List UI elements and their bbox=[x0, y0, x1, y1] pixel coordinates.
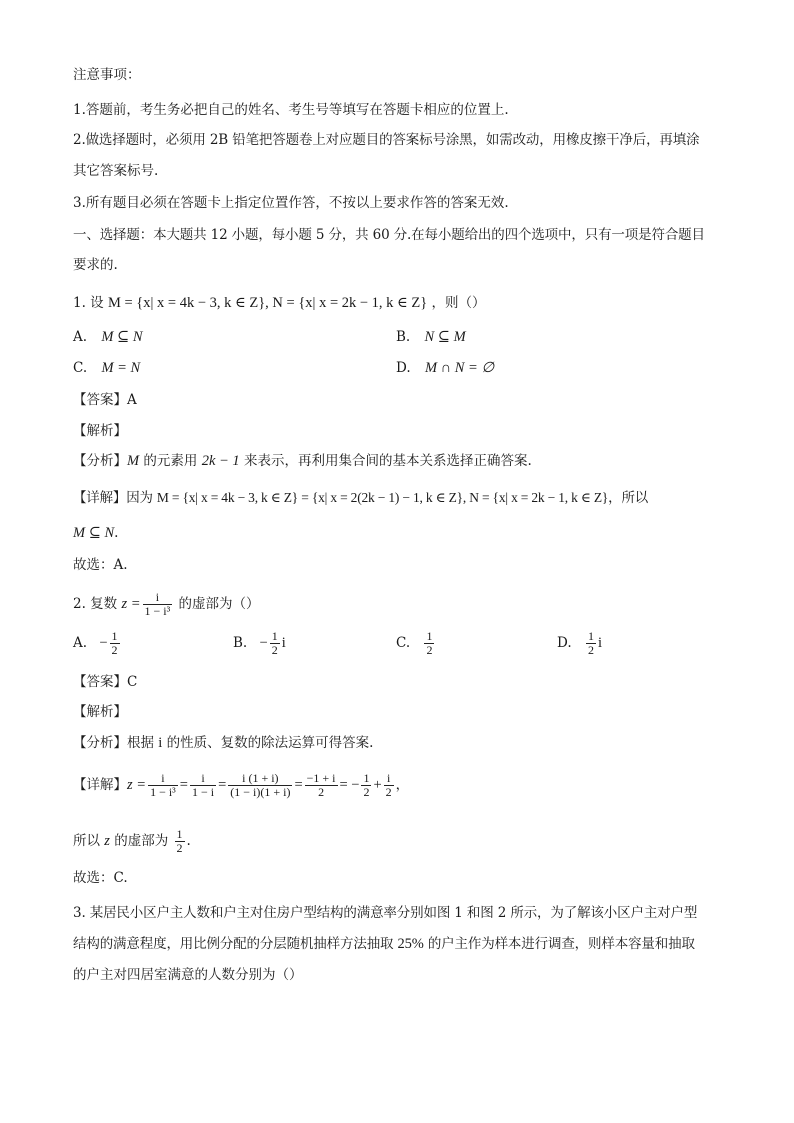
option-fraction bbox=[586, 630, 596, 657]
notice-item-2-cont: 其它答案标号. bbox=[73, 163, 159, 179]
fraction-denominator: 1 − i³ bbox=[144, 604, 171, 618]
equals-minus: = − bbox=[339, 777, 360, 793]
q2-z: z = bbox=[121, 596, 141, 612]
fraction-denominator: 2 bbox=[363, 785, 370, 799]
fraction-numerator: i bbox=[143, 591, 173, 605]
fraction-numerator: i bbox=[148, 772, 178, 786]
option-text: N ⊆ M bbox=[424, 329, 466, 345]
option-sign: − bbox=[259, 635, 268, 651]
option-label: B. bbox=[396, 329, 411, 345]
fraction-numerator: i bbox=[384, 772, 394, 786]
option-label: D. bbox=[396, 360, 411, 376]
fraction-numerator: 1 bbox=[363, 771, 370, 785]
fenxi-label: 【分析】根据 bbox=[73, 735, 159, 751]
fraction-denominator: (1 − i)(1 + i) bbox=[230, 785, 291, 799]
q2-suffix: 的虚部为（） bbox=[174, 596, 260, 612]
notice-item-1: 1.答题前，考生务必把自己的姓名、考生号等填写在答题卡相应的位置上. bbox=[73, 102, 509, 118]
detail-fraction-4 bbox=[305, 772, 338, 799]
fenxi-text: 的元素用 bbox=[139, 453, 202, 469]
option-label: A. bbox=[73, 329, 88, 345]
option-label: A. bbox=[73, 635, 88, 651]
q3-percentage: 25% bbox=[397, 936, 424, 952]
q1-option-b bbox=[396, 328, 466, 346]
q1-analysis-heading: 【解析】 bbox=[73, 423, 127, 439]
detail-conclusion: M ⊆ N bbox=[73, 525, 115, 541]
detail-fraction-5 bbox=[361, 772, 371, 799]
equals-sign: = bbox=[218, 777, 227, 793]
fraction-numerator: 1 bbox=[111, 629, 118, 643]
detail-fraction-2 bbox=[190, 772, 216, 799]
q2-fenxi bbox=[73, 734, 373, 752]
plus-sign: + bbox=[373, 777, 382, 793]
detail-label: 【详解】 bbox=[73, 777, 127, 793]
fraction-denominator: 2 bbox=[426, 643, 433, 657]
q1-option-d bbox=[396, 359, 494, 377]
fenxi-symbol: i bbox=[158, 735, 163, 751]
conclusion-mid: 的虚部为 bbox=[109, 833, 173, 849]
option-label: D. bbox=[557, 635, 572, 651]
q2-choose: 故选：C. bbox=[73, 870, 128, 886]
q1-fenxi bbox=[73, 452, 532, 470]
fraction-numerator: i bbox=[190, 772, 216, 786]
q3-stem-line-2 bbox=[73, 935, 695, 953]
fraction-denominator: 2 bbox=[385, 785, 392, 799]
fraction-numerator: 1 bbox=[587, 629, 594, 643]
option-fraction bbox=[110, 630, 120, 657]
q1-choose: 故选：A. bbox=[73, 557, 128, 573]
detail-label: 【详解】因为 bbox=[73, 490, 157, 506]
detail-fraction-3 bbox=[228, 772, 292, 799]
fraction-denominator: 1 − i³ bbox=[150, 785, 176, 799]
option-text: M ⊆ N bbox=[101, 329, 143, 345]
q3-text: 结构的满意程度，用比例分配的分层随机抽样方法抽取 bbox=[73, 936, 398, 952]
detail-fraction-1 bbox=[148, 772, 178, 799]
equals-sign: = bbox=[294, 777, 303, 793]
q1-detail-cont bbox=[73, 524, 118, 542]
q3-text-rest: 的户主作为样本进行调查，则样本容量和抽取 bbox=[423, 936, 695, 952]
q1-detail bbox=[73, 489, 648, 507]
q2-conclusion bbox=[73, 826, 191, 856]
section-heading-cont: 要求的. bbox=[73, 257, 118, 273]
option-fraction bbox=[270, 630, 280, 657]
fraction-denominator: 2 bbox=[587, 643, 594, 657]
section-heading: 一、选择题：本大题共 12 小题，每小题 5 分，共 60 分.在每小题给出的四个选项中，只有一项是符合题目 bbox=[73, 227, 705, 243]
option-text: M = N bbox=[101, 360, 141, 376]
q1-set-expression: M = {x| x = 4k − 3, k ∈ Z}, N = {x| x = 2k − 1, k ∈ Z} bbox=[107, 295, 428, 311]
fraction-numerator: 1 bbox=[426, 629, 433, 643]
q1-answer: 【答案】A bbox=[73, 392, 137, 408]
fraction-denominator: 2 bbox=[318, 785, 325, 799]
fraction-denominator: 2 bbox=[271, 643, 278, 657]
q2-detail bbox=[73, 770, 409, 800]
option-label: C. bbox=[73, 360, 88, 376]
fraction-numerator: −1 + i bbox=[306, 771, 336, 785]
q2-answer: 【答案】C bbox=[73, 674, 138, 690]
fraction-denominator: 1 − i bbox=[191, 785, 215, 799]
q1-option-c bbox=[73, 359, 140, 377]
q2-analysis-heading: 【解析】 bbox=[73, 704, 127, 720]
option-imaginary: i bbox=[281, 635, 286, 651]
fraction-denominator: 2 bbox=[176, 841, 183, 855]
q2-fraction bbox=[143, 591, 173, 618]
fenxi-label: 【分析】 bbox=[73, 453, 127, 469]
fraction-denominator: 2 bbox=[111, 643, 118, 657]
option-imaginary: i bbox=[597, 635, 602, 651]
q1-option-a bbox=[73, 328, 143, 346]
equals-sign: = bbox=[179, 777, 188, 793]
detail-fraction-6 bbox=[384, 772, 394, 799]
q1-suffix: ，则（） bbox=[431, 295, 486, 311]
q2-stem bbox=[73, 590, 260, 618]
fraction-numerator: 1 bbox=[271, 629, 278, 643]
q1-stem bbox=[73, 294, 486, 312]
fenxi-text-rest: 来表示，再利用集合间的基本关系选择正确答案. bbox=[239, 453, 532, 469]
detail-period: . bbox=[114, 525, 119, 541]
q2-prefix: 2. 复数 bbox=[73, 596, 122, 612]
option-label: B. bbox=[233, 635, 248, 651]
detail-comma: ， bbox=[395, 777, 410, 793]
detail-z: z = bbox=[127, 777, 147, 793]
q1-prefix: 1. 设 bbox=[73, 295, 104, 311]
conclusion-period: . bbox=[186, 833, 191, 849]
conclusion-fraction bbox=[175, 828, 185, 855]
option-label: C. bbox=[396, 635, 411, 651]
fenxi-symbol: M bbox=[127, 453, 140, 469]
q3-stem-line-1: 3. 某居民小区户主人数和户主对住房户型结构的满意率分别如图 1 和图 2 所示，为了解该小区户主对户型 bbox=[73, 905, 698, 921]
q2-option-d bbox=[557, 629, 602, 657]
fenxi-text-rest: 的性质、复数的除法运算可得答案. bbox=[162, 735, 374, 751]
notice-item-2: 2.做选择题时，必须用 2B 铅笔把答题卷上对应题目的答案标号涂黑，如需改动，用橡皮擦干净后，再填涂 bbox=[73, 132, 700, 148]
conclusion-text: 所以 bbox=[73, 833, 105, 849]
q2-option-a bbox=[73, 629, 122, 657]
detail-expression: M = {x| x = 4k − 3, k ∈ Z} = {x| x = 2(2k − 1) − 1, k ∈ Z}, N = {x| x = 2k − 1, k ∈ Z} bbox=[156, 490, 609, 505]
detail-suffix: ，所以 bbox=[608, 490, 649, 506]
q3-stem-line-3: 的户主对四居室满意的人数分别为（） bbox=[73, 967, 303, 983]
notice-item-3: 3.所有题目必须在答题卡上指定位置作答，不按以上要求作答的答案无效. bbox=[73, 195, 509, 211]
fraction-numerator: i (1 + i) bbox=[228, 772, 292, 786]
fraction-numerator: 1 bbox=[176, 827, 183, 841]
q2-option-b bbox=[233, 629, 286, 657]
fenxi-expression: 2k − 1 bbox=[201, 453, 240, 469]
option-sign: − bbox=[99, 635, 108, 651]
option-fraction bbox=[424, 630, 434, 657]
notice-heading: 注意事项： bbox=[73, 67, 141, 83]
conclusion-z: z bbox=[104, 833, 110, 849]
option-text: M ∩ N = ∅ bbox=[424, 360, 495, 376]
q2-option-c bbox=[396, 629, 436, 657]
